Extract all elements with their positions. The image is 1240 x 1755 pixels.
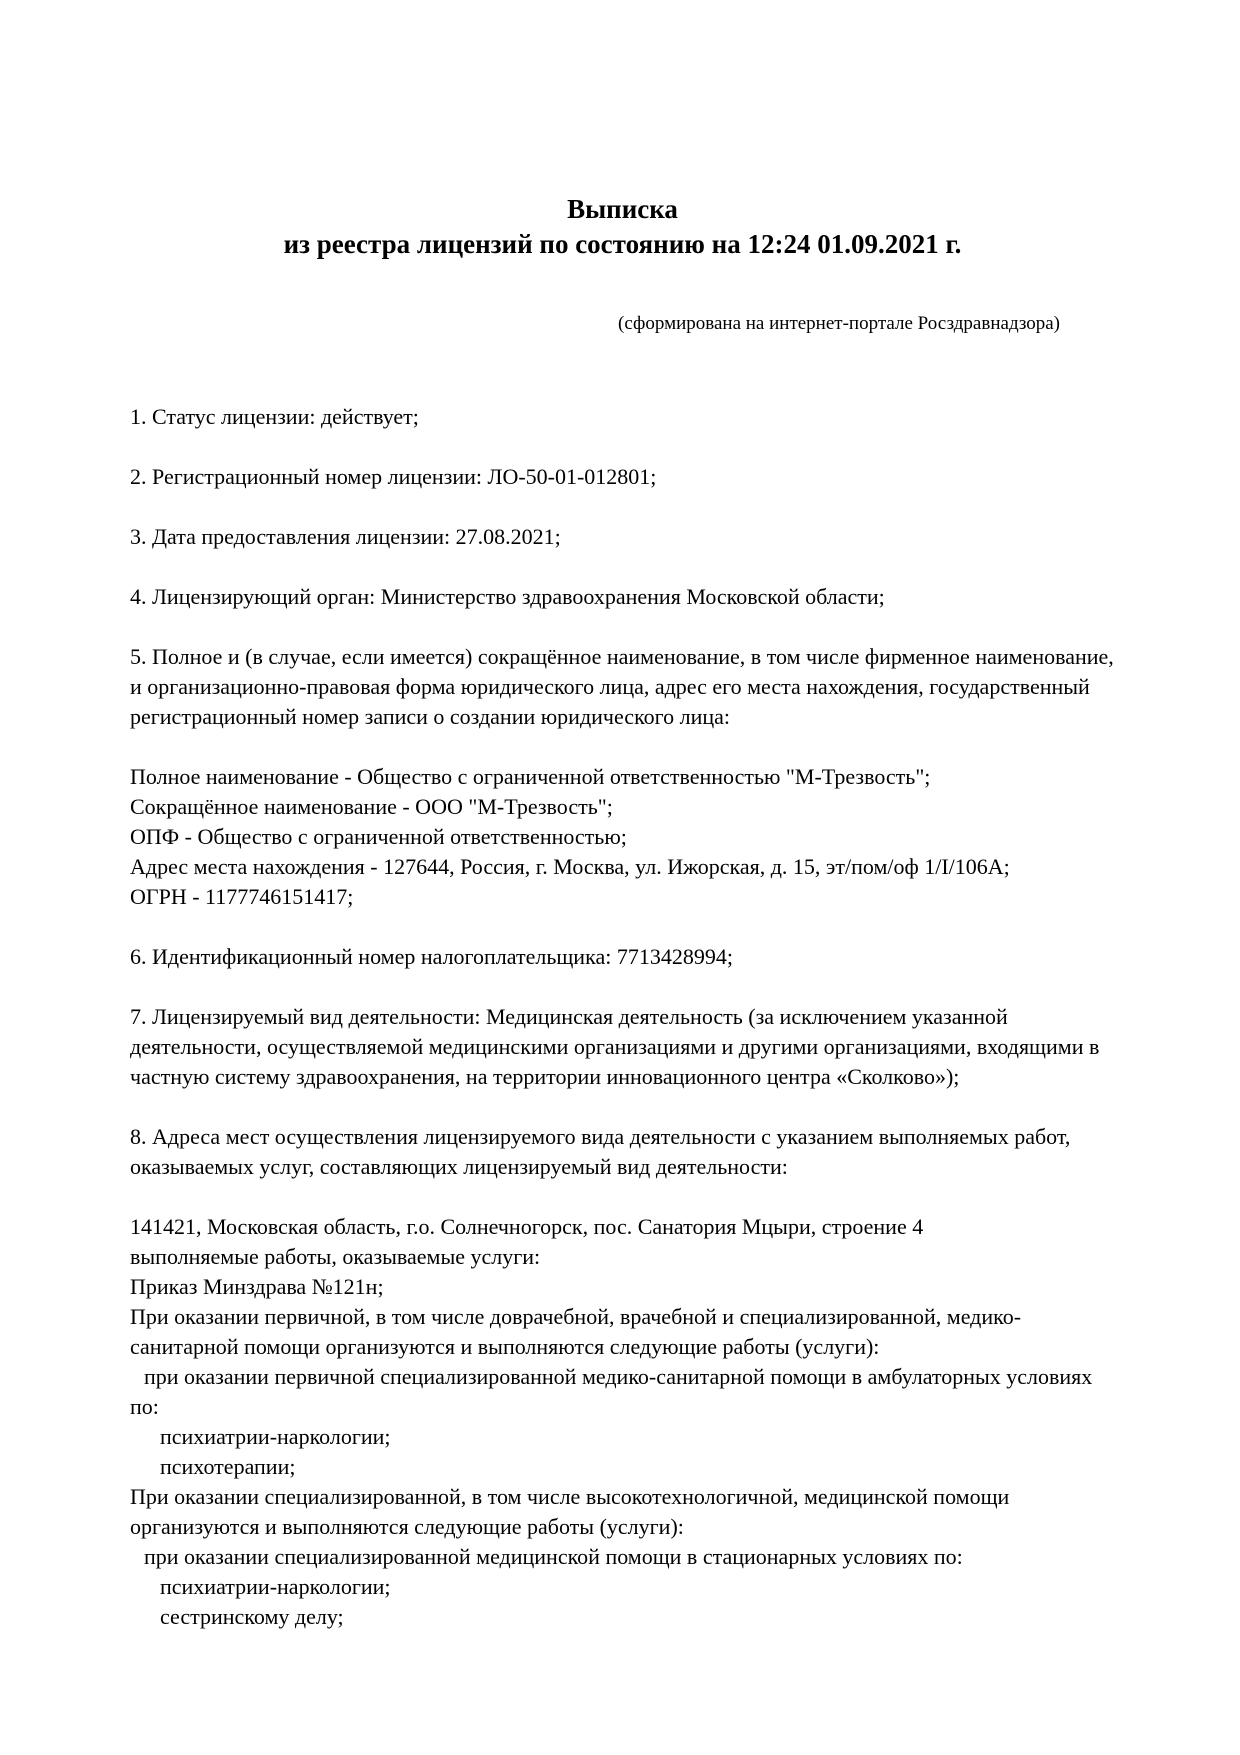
paragraph-line: при оказании специализированной медицинской помощи в стационарных условиях по: — [144, 1544, 963, 1569]
paragraph — [130, 642, 1115, 732]
paragraph-line: Приказ Минздрава №121н; — [130, 1274, 384, 1299]
paragraph-line: 5. Полное и (в случае, если имеется) сокращённое наименование, в том числе фирменное наименование, и организационно-правовая форма юридического лица, адрес его места нахождения, государственный регистрационный номер записи о создании юридического лица: — [130, 644, 1114, 729]
paragraph-line: Адрес места нахождения - 127644, Россия, г. Москва, ул. Ижорская, д. 15, эт/пом/оф 1/I/106А; — [130, 854, 1010, 879]
paragraph-line: психотерапии; — [160, 1454, 296, 1479]
paragraph-line: 4. Лицензирующий орган: Министерство здравоохранения Московской области; — [130, 584, 885, 609]
paragraph-line: 6. Идентификационный номер налогоплательщика: 7713428994; — [130, 944, 733, 969]
document-body — [130, 402, 1115, 1632]
paragraph — [130, 522, 1115, 552]
paragraph-line: 141421, Московская область, г.о. Солнечногорск, пос. Санатория Мцыри, строение 4 — [130, 1214, 924, 1239]
paragraph-line: 8. Адреса мест осуществления лицензируемого вида деятельности с указанием выполняемых работ, оказываемых услуг, составляющих лицензируемый вид деятельности: — [130, 1124, 1071, 1179]
paragraph — [130, 942, 1115, 972]
paragraph-line: психиатрии-наркологии; — [160, 1574, 391, 1599]
paragraph-line: выполняемые работы, оказываемые услуги: — [130, 1244, 541, 1269]
paragraph-line: 2. Регистрационный номер лицензии: ЛО-50-01-012801; — [130, 464, 657, 489]
title-line-1: Выписка — [567, 194, 678, 224]
paragraph-line: 1. Статус лицензии: действует; — [130, 404, 419, 429]
paragraph-line: При оказании специализированной, в том числе высокотехнологичной, медицинской помощи организуются и выполняются следующие работы (услуги): — [130, 1484, 1010, 1539]
paragraph — [130, 1002, 1115, 1092]
paragraph-line: Сокращённое наименование - ООО "М-Трезвость"; — [130, 794, 613, 819]
paragraph — [130, 1212, 1115, 1632]
title-line-2: из реестра лицензий по состоянию на 12:24 01.09.2021 г. — [283, 229, 962, 259]
paragraph-line: ОПФ - Общество с ограниченной ответственностью; — [130, 824, 627, 849]
paragraph-line: 7. Лицензируемый вид деятельности: Медицинская деятельность (за исключением указанной деятельности, осуществляемой медицинскими организациями и другими организациями, входящими в частную систему здравоохранения, на территории инновационного центра «Сколково»); — [130, 1004, 1100, 1089]
paragraph — [130, 1122, 1115, 1182]
paragraph-line: ОГРН - 1177746151417; — [130, 884, 354, 909]
paragraph-line: 3. Дата предоставления лицензии: 27.08.2021; — [130, 524, 561, 549]
paragraph-line: психиатрии-наркологии; — [160, 1424, 391, 1449]
paragraph — [130, 462, 1115, 492]
paragraph — [130, 402, 1115, 432]
paragraph-line: При оказании первичной, в том числе доврачебной, врачебной и специализированной, медико-санитарной помощи организуются и выполняются следующие работы (услуги): — [130, 1304, 1022, 1359]
document-title — [130, 192, 1115, 262]
paragraph-line: сестринскому делу; — [160, 1604, 344, 1629]
paragraph — [130, 582, 1115, 612]
paragraph — [130, 762, 1115, 912]
paragraph-line: при оказании первичной специализированной медико-санитарной помощи в амбулаторных условиях по: — [130, 1364, 1093, 1419]
document-subtitle: (сформирована на интернет-портале Росздравнадзора) — [618, 313, 1060, 334]
paragraph-line: Полное наименование - Общество с ограниченной ответственностью "М-Трезвость"; — [130, 764, 931, 789]
